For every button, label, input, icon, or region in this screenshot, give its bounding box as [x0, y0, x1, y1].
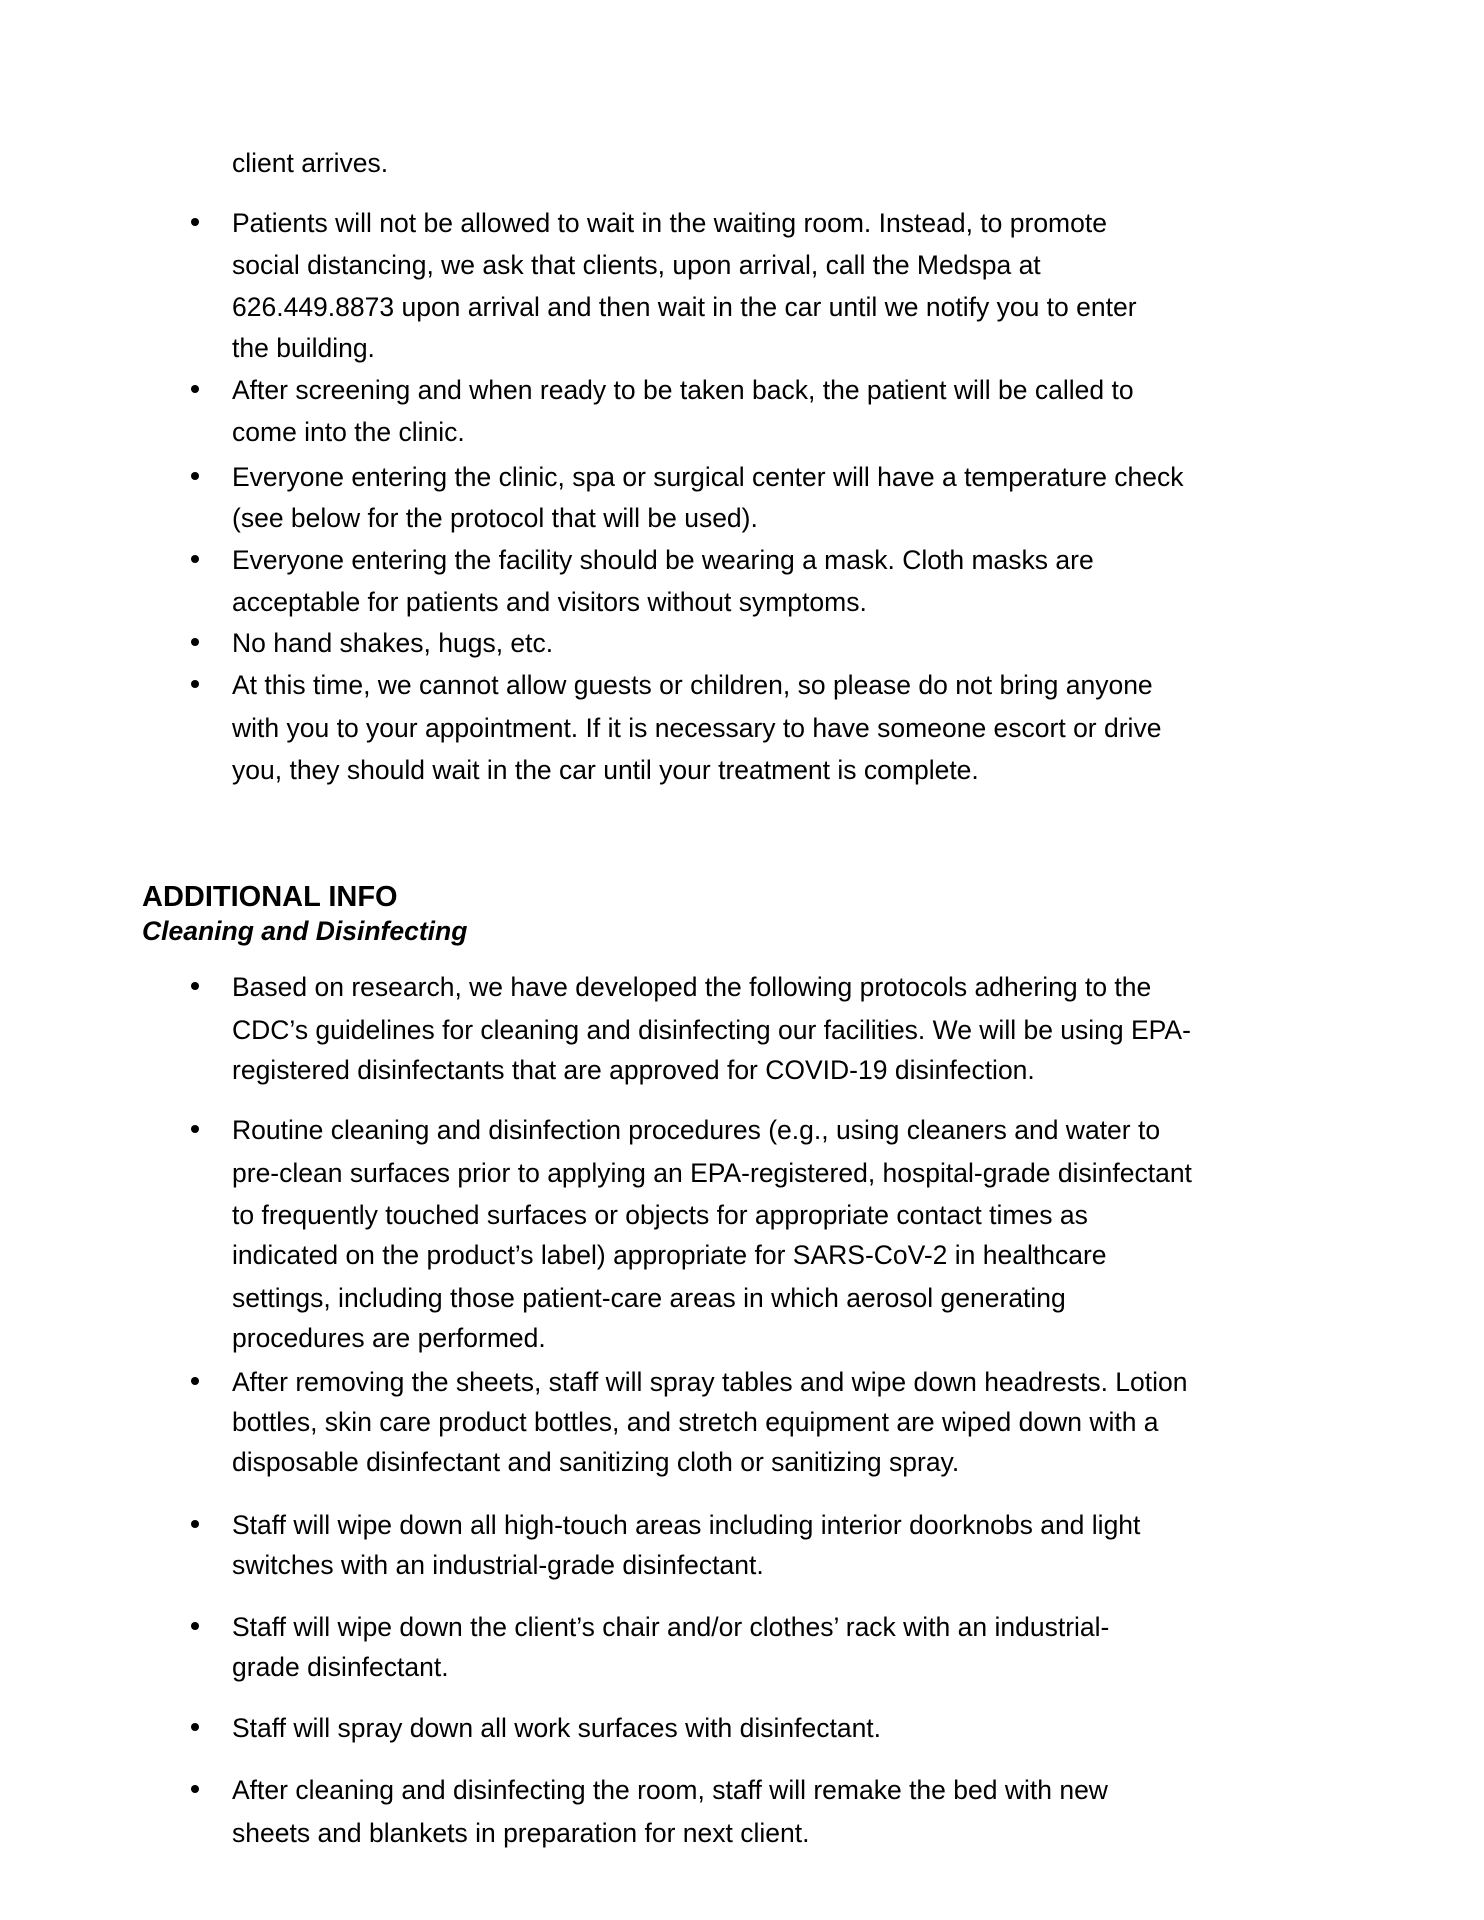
bullet-icon [191, 472, 199, 480]
bullet-icon [191, 982, 199, 990]
bullet-text-line: Staff will wipe down the client’s chair and/or clothes’ rack with an industrial- [232, 1612, 1110, 1642]
bullet-text-line-clipped: sheets and blankets in preparation for next client. [232, 1818, 810, 1848]
bullet-text-line: indicated on the product’s label) appropriate for SARS-CoV-2 in healthcare [232, 1240, 1107, 1270]
bullet-text-line: Everyone entering the facility should be wearing a mask. Cloth masks are [232, 545, 1094, 575]
bullet-text-line: pre-clean surfaces prior to applying an EPA-registered, hospital-grade disinfectant [232, 1158, 1192, 1188]
section-subheading: Cleaning and Disinfecting [142, 916, 468, 946]
bullet-text-line: registered disinfectants that are approved for COVID-19 disinfection. [232, 1055, 1035, 1085]
bullet-text-line: you, they should wait in the car until your treatment is complete. [232, 755, 979, 785]
bullet-text-line: No hand shakes, hugs, etc. [232, 628, 554, 658]
bullet-text-line: switches with an industrial-grade disinfectant. [232, 1550, 764, 1580]
bullet-text-line: Staff will wipe down all high-touch areas including interior doorknobs and light [232, 1510, 1141, 1540]
bullet-icon [191, 1377, 199, 1385]
bullet-icon [191, 555, 199, 563]
bullet-icon [191, 1125, 199, 1133]
bullet-text-line: grade disinfectant. [232, 1652, 449, 1682]
bullet-text-line: with you to your appointment. If it is necessary to have someone escort or drive [232, 713, 1162, 743]
bullet-text-line: disposable disinfectant and sanitizing cloth or sanitizing spray. [232, 1447, 960, 1477]
bullet-text-line: settings, including those patient-care areas in which aerosol generating [232, 1283, 1066, 1313]
bullet-text-line: After removing the sheets, staff will spray tables and wipe down headrests. Lotion [232, 1367, 1188, 1397]
bullet-text-line: to frequently touched surfaces or objects for appropriate contact times as [232, 1200, 1088, 1230]
bullet-text-line: CDC’s guidelines for cleaning and disinfecting our facilities. We will be using EPA- [232, 1015, 1191, 1045]
bullet-text-line: social distancing, we ask that clients, upon arrival, call the Medspa at [232, 250, 1041, 280]
bullet-text-line: acceptable for patients and visitors without symptoms. [232, 587, 867, 617]
bullet-icon [191, 1622, 199, 1630]
continuation-text: client arrives. [232, 148, 389, 178]
bullet-icon [191, 680, 199, 688]
bullet-text-line: After screening and when ready to be taken back, the patient will be called to [232, 375, 1134, 405]
bullet-icon [191, 218, 199, 226]
bullet-text-line: come into the clinic. [232, 417, 465, 447]
bullet-text-line: Routine cleaning and disinfection procedures (e.g., using cleaners and water to [232, 1115, 1161, 1145]
bullet-text-line: Staff will spray down all work surfaces with disinfectant. [232, 1713, 882, 1743]
bullet-text-line: Everyone entering the clinic, spa or surgical center will have a temperature check [232, 462, 1184, 492]
bullet-text-line: At this time, we cannot allow guests or children, so please do not bring anyone [232, 670, 1153, 700]
section-heading: ADDITIONAL INFO [142, 881, 398, 913]
bullet-text-line: After cleaning and disinfecting the room, staff will remake the bed with new [232, 1775, 1108, 1805]
bullet-text-line: the building. [232, 333, 375, 363]
bullet-icon [191, 1785, 199, 1793]
bullet-icon [191, 1520, 199, 1528]
bullet-icon [191, 385, 199, 393]
bullet-icon [191, 638, 199, 646]
bullet-text-line: Patients will not be allowed to wait in the waiting room. Instead, to promote [232, 208, 1107, 238]
bullet-text-line: Based on research, we have developed the following protocols adhering to the [232, 972, 1152, 1002]
bullet-text-line: 626.449.8873 upon arrival and then wait in the car until we notify you to enter [232, 292, 1137, 322]
bullet-text-line: (see below for the protocol that will be used). [232, 503, 758, 533]
bullet-text-line: procedures are performed. [232, 1323, 546, 1353]
bullet-icon [191, 1723, 199, 1731]
bullet-text-line: bottles, skin care product bottles, and stretch equipment are wiped down with a [232, 1407, 1159, 1437]
